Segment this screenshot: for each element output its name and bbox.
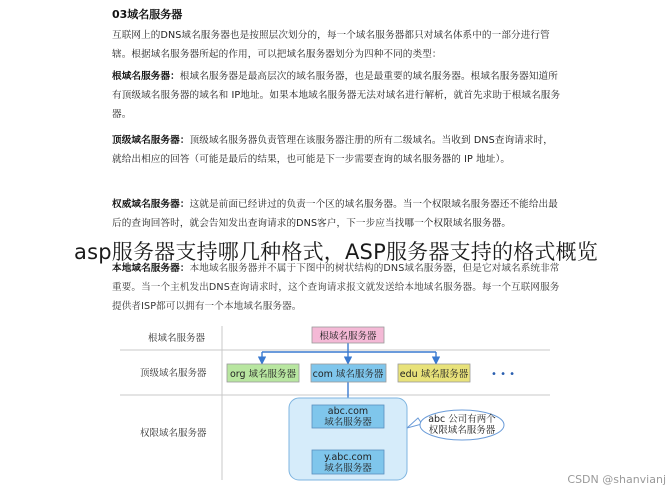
svg-text:org 域名服务器: org 域名服务器 (229, 369, 297, 380)
svg-text:权限域名服务器: 权限域名服务器 (428, 425, 496, 436)
tld-server-term: 顶级域名服务器： (112, 135, 190, 146)
root-server-term: 根域名服务器： (112, 71, 180, 82)
overlay-headline: asp服务器支持哪几种格式，ASP服务器支持的格式概览 (74, 240, 598, 264)
svg-text:根域名服务器: 根域名服务器 (319, 331, 377, 342)
row-label-root: 根域名服务器 (148, 333, 206, 344)
watermark: CSDN @shanvianj (567, 473, 666, 486)
svg-text:abc 公司有两个: abc 公司有两个 (428, 414, 496, 425)
authoritative-server-text: 这就是前面已经讲过的负责一个区的域名服务器。当一个权限域名服务器还不能给出最后的查询回答时，就会告知发出查询请求的DNS客户，下一步应当找哪一个权限域名服务器。 (112, 199, 558, 229)
svg-text:域名服务器: 域名服务器 (324, 463, 372, 474)
auth-node-abc (312, 405, 384, 428)
svg-text:com 域名服务器: com 域名服务器 (312, 369, 384, 380)
authoritative-server-term: 权威域名服务器： (112, 199, 190, 210)
root-server-text: 根域名服务器是最高层次的域名服务器，也是最重要的域名服务器。根域名服务器知道所有顶级域名服务器的域名和 IP地址。如果本地域名服务器无法对域名进行解析，就首先求助于根域名服务器。 (112, 71, 561, 120)
row-label-tld: 顶级域名服务器 (140, 368, 207, 379)
tld-node-edu (398, 364, 470, 382)
local-server-text: 本地域名服务器并不属于下图中的树状结构的DNS域名服务器，但是它对域名系统非常重要。当一个主机发出DNS查询请求时，这个查询请求报文就发送给本地域名服务器。每一个互联网服务提供者ISP都可以拥有一个本地域名服务器。 (112, 263, 560, 312)
root-server-node (312, 327, 384, 343)
svg-text:y.abc.com: y.abc.com (324, 452, 372, 463)
local-server-term: 本地域名服务器： (112, 263, 190, 274)
tld-node-org (227, 364, 299, 382)
intro-paragraph: 互联网上的DNS域名服务器也是按照层次划分的，每一个域名服务器都只对域名体系中的一部分进行管辖。根据域名服务器所起的作用，可以把域名服务器划分为四种不同的类型： (112, 30, 550, 60)
svg-text:abc.com: abc.com (327, 406, 369, 417)
section-title: 03域名服务器 (112, 8, 183, 21)
row-label-authoritative: 权限域名服务器 (140, 428, 207, 439)
auth-node-y-abc (312, 450, 384, 474)
callout-note (407, 410, 504, 440)
tld-node-com (311, 364, 386, 382)
svg-text:edu 域名服务器: edu 域名服务器 (399, 369, 469, 380)
svg-text:域名服务器: 域名服务器 (324, 417, 372, 428)
tld-server-text: 顶级域名服务器负责管理在该服务器注册的所有二级域名。当收到 DNS查询请求时，就给出相应的回答（可能是最后的结果，也可能是下一步需要查询的域名服务器的 IP 地址）。 (112, 135, 553, 165)
more-tld-ellipsis: • • • (491, 369, 516, 380)
